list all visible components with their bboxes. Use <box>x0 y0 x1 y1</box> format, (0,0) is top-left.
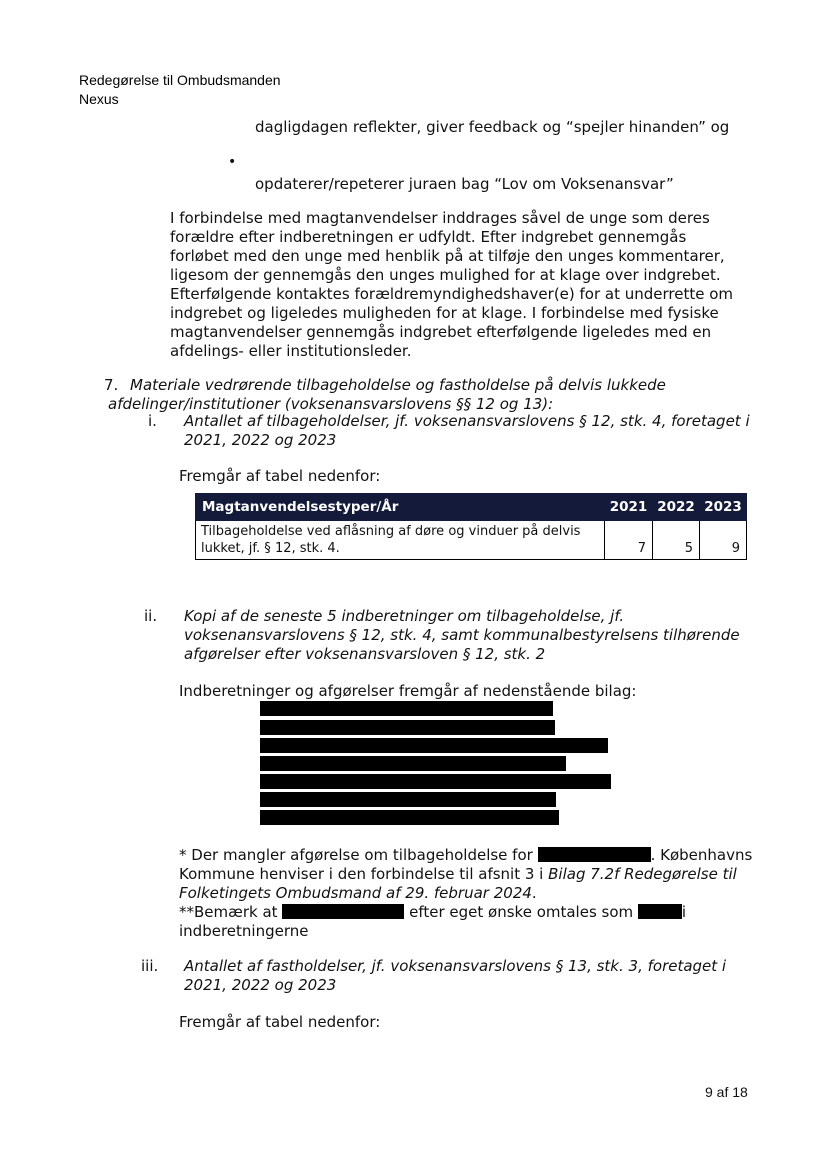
table-header-type: Magtanvendelsestyper/År <box>196 494 605 521</box>
table-header-2021: 2021 <box>605 494 653 521</box>
redacted-bilag <box>260 701 553 716</box>
section-7-number: 7. <box>104 376 119 394</box>
sub-iii-heading <box>184 957 754 995</box>
paragraph-line: ligesom der gennemgås den unges mulighed for at klage over indgrebet. <box>170 266 721 284</box>
note-text: . <box>531 884 537 902</box>
bullet-line-b: opdaterer/repeterer juraen bag “Lov om Voksenansvar” <box>255 175 674 193</box>
paragraph-line: I forbindelse med magtanvendelser inddrages såvel de unge som deres <box>170 209 710 227</box>
note-text: **Bemærk at <box>179 903 278 921</box>
section-7-line: Materiale vedrørende tilbageholdelse og fastholdelse på delvis lukkede <box>130 376 666 394</box>
sub-ii-line: afgørelser efter voksenansvarsloven § 12, stk. 2 <box>184 645 546 663</box>
table-cell-2022: 5 <box>652 521 699 560</box>
bullet-dot: • <box>228 154 237 170</box>
sub-i-line: 2021, 2022 og 2023 <box>184 431 337 449</box>
sub-i-line: Antallet af tilbageholdelser, jf. voksenansvarslovens § 12, stk. 4, foretaget i <box>184 412 750 430</box>
table-cell-2021: 7 <box>605 521 653 560</box>
header-title: Redegørelse til Ombudsmanden <box>79 72 281 88</box>
bullet-line-a: dagligdagen reflekter, giver feedback og “spejler hinanden” og <box>255 118 730 136</box>
table-cell-type <box>196 521 605 560</box>
sub-iii-intro: Fremgår af tabel nedenfor: <box>179 1013 381 1031</box>
note-line-4 <box>179 903 759 922</box>
sub-ii-heading <box>184 607 754 664</box>
note-text: i <box>681 903 687 921</box>
redacted-name <box>538 847 651 862</box>
sub-iii-line: 2021, 2022 og 2023 <box>184 976 337 994</box>
note-reference: Bilag 7.2f Redegørelse til <box>548 865 737 883</box>
paragraph-line: afdelings- eller institutionsleder. <box>170 342 412 360</box>
sub-ii-line: voksenansvarslovens § 12, stk. 4, samt kommunalbestyrelsens tilhørende <box>184 626 740 644</box>
sub-ii-numeral: ii. <box>144 607 158 625</box>
note-line-3 <box>179 884 759 903</box>
note-line-5: indberetningerne <box>179 922 309 940</box>
note-line-1 <box>179 846 759 865</box>
sub-ii-intro: Indberetninger og afgørelser fremgår af nedenstående bilag: <box>179 682 637 700</box>
table-header-2023: 2023 <box>699 494 746 521</box>
note-text: Kommune henviser i den forbindelse til afsnit 3 i <box>179 865 549 883</box>
notes-block <box>179 846 759 941</box>
table-cell-2023: 9 <box>699 521 746 560</box>
section-7-line: afdelinger/institutioner (voksenansvarslovens §§ 12 og 13): <box>108 395 554 413</box>
note-text: . Københavns <box>650 846 753 864</box>
sub-ii-line: Kopi af de seneste 5 indberetninger om tilbageholdelse, jf. <box>184 607 625 625</box>
header-subtitle: Nexus <box>79 91 119 107</box>
table-header-2022: 2022 <box>652 494 699 521</box>
redacted-bilag <box>260 792 556 807</box>
sub-i-numeral: i. <box>148 412 157 430</box>
redacted-bilag <box>260 810 559 825</box>
note-text: efter eget ønske omtales som <box>409 903 634 921</box>
paragraph-line: magtanvendelser gennemgås indgrebet efterfølgende ligeledes med en <box>170 323 712 341</box>
paragraph-line: forløbet med den unge med henblik på at tilføje den unges kommentarer, <box>170 247 725 265</box>
paragraph-line: forældre efter indberetningen er udfyldt. Efter indgrebet gennemgås <box>170 228 687 246</box>
note-line-2 <box>179 865 759 884</box>
redacted-bilag <box>260 738 608 753</box>
sub-i-heading <box>184 412 754 450</box>
sub-i-intro: Fremgår af tabel nedenfor: <box>179 467 381 485</box>
redacted-alias <box>638 904 682 919</box>
redacted-name <box>282 904 404 919</box>
paragraph-line: indgrebet og ligeledes muligheden for at klage. I forbindelse med fysiske <box>170 304 719 322</box>
table-cell-type-line: lukket, jf. § 12, stk. 4. <box>201 541 340 556</box>
page-number: 9 af 18 <box>705 1084 748 1100</box>
sub-iii-numeral: iii. <box>141 957 159 975</box>
table-header-row <box>196 494 747 521</box>
note-reference: Folketingets Ombudsmand af 29. februar 2024 <box>179 884 532 902</box>
table-row <box>196 521 747 560</box>
magtanvendelse-table <box>195 493 747 560</box>
paragraph-line: Efterfølgende kontaktes forældremyndighedshaver(e) for at underrette om <box>170 285 734 303</box>
sub-iii-line: Antallet af fastholdelser, jf. voksenansvarslovens § 13, stk. 3, foretaget i <box>184 957 727 975</box>
table-cell-type-line: Tilbageholdelse ved aflåsning af døre og vinduer på delvis <box>201 524 581 539</box>
redacted-bilag <box>260 774 611 789</box>
paragraph-block <box>170 209 745 361</box>
section-7-heading <box>108 376 750 414</box>
redacted-bilag <box>260 756 566 771</box>
redacted-bilag <box>260 720 555 735</box>
note-text: * Der mangler afgørelse om tilbageholdelse for <box>179 846 533 864</box>
